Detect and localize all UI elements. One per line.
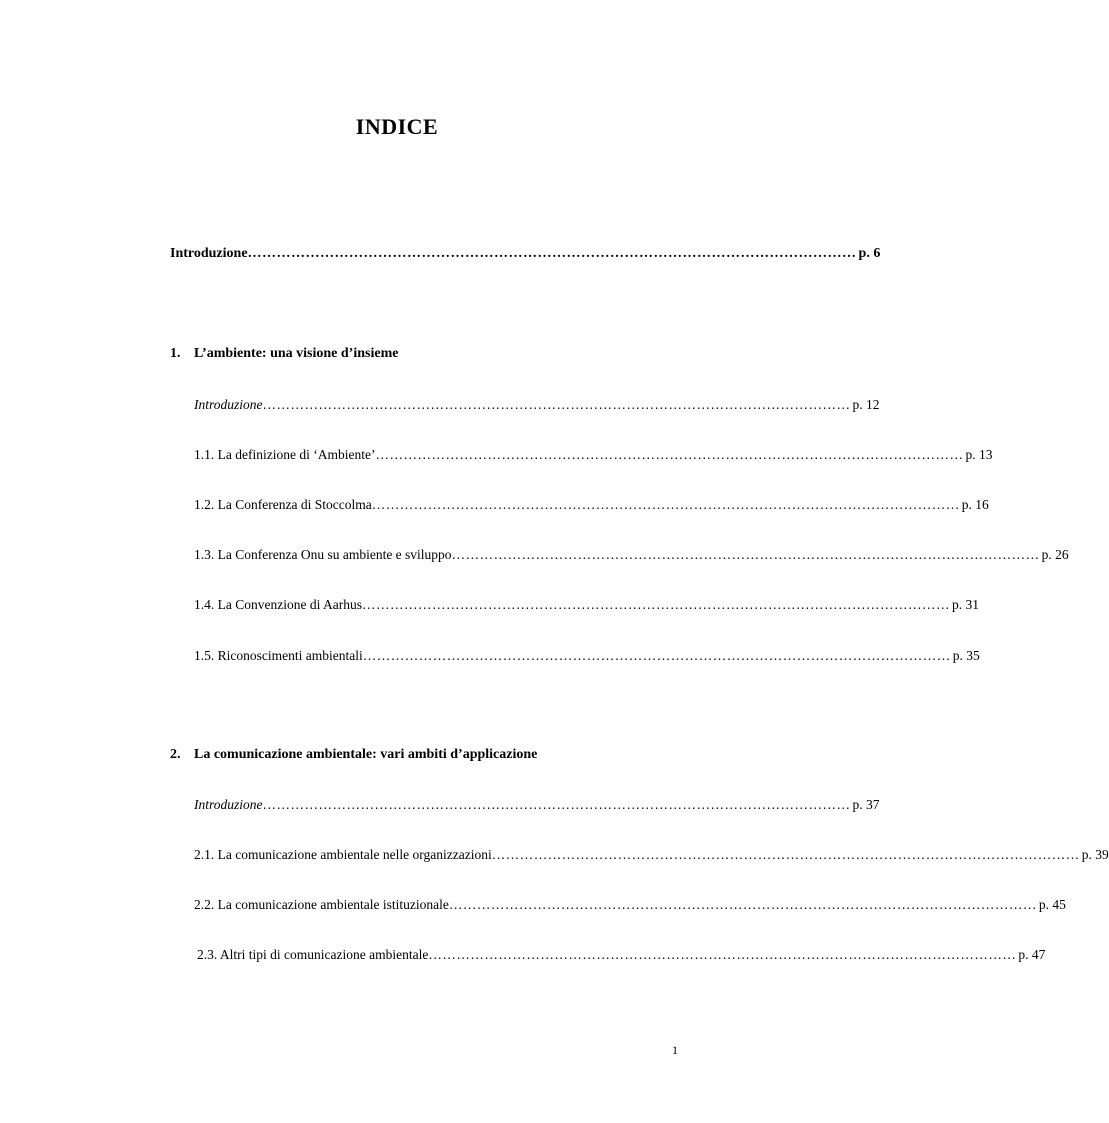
toc-entry-page: p. 13 — [965, 447, 993, 462]
toc-entry-page: p. 45 — [1038, 897, 1066, 912]
toc-entry-page: p. 6 — [858, 246, 881, 261]
toc-entry-page: p. 35 — [952, 648, 980, 663]
toc-entry-label: 2.2. La comunicazione ambientale istituzionale — [194, 897, 449, 912]
page-title: INDICE — [355, 114, 439, 139]
dot-leader: ……………………………………………………………………………………………………………… — [371, 497, 960, 512]
dot-leader: ……………………………………………………………………………………………………………… — [428, 947, 1017, 962]
toc-entry-page: p. 47 — [1018, 947, 1046, 962]
toc-entry-label: 2.3. Altri tipi di comunicazione ambientale — [197, 947, 429, 962]
toc-entry-label: 1.3. La Conferenza Onu su ambiente e sviluppo — [194, 547, 452, 562]
toc-entry — [194, 497, 989, 513]
page-number: 1 — [672, 1043, 678, 1057]
toc-entry-page: p. 26 — [1041, 547, 1069, 562]
toc-entry-label: Introduzione — [194, 397, 263, 412]
dot-leader: ……………………………………………………………………………………………………………… — [448, 897, 1037, 912]
toc-entry-label: 1.2. La Conferenza di Stoccolma — [194, 497, 372, 512]
toc-entry — [194, 447, 993, 463]
toc-entry-page: p. 31 — [951, 597, 979, 612]
dot-leader: ……………………………………………………………………………………………………………… — [262, 397, 851, 412]
toc-entry-label: Introduzione — [170, 246, 248, 261]
toc-entry — [197, 947, 1046, 963]
toc-entry-label: Introduzione — [194, 797, 263, 812]
chapter-title: L’ambiente: una visione d’insieme — [194, 346, 399, 361]
dot-leader: ……………………………………………………………………………………………………………… — [491, 847, 1080, 862]
dot-leader: ……………………………………………………………………………………………………………… — [375, 447, 964, 462]
toc-entry — [194, 547, 1069, 563]
toc-entry-page: p. 39 — [1081, 847, 1109, 862]
dot-leader: ……………………………………………………………………………………………………………… — [451, 547, 1040, 562]
toc-entry — [194, 847, 1109, 863]
toc-entry-label: 1.5. Riconoscimenti ambientali — [194, 648, 363, 663]
toc-entry — [194, 648, 980, 664]
toc-entry-label: 2.1. La comunicazione ambientale nelle organizzazioni — [194, 847, 492, 862]
toc-entry-page: p. 37 — [852, 797, 880, 812]
toc-entry-introduction — [170, 246, 881, 262]
dot-leader: ……………………………………………………………………………………………………………… — [262, 797, 851, 812]
toc-entry-page: p. 12 — [852, 397, 880, 412]
toc-entry-label: 1.4. La Convenzione di Aarhus — [194, 597, 362, 612]
dot-leader: ……………………………………………………………………………………………………………… — [362, 648, 951, 663]
chapter-number: 2. — [170, 747, 181, 762]
toc-entry-page: p. 16 — [961, 497, 989, 512]
toc-entry — [194, 797, 880, 813]
chapter-2-heading — [170, 747, 537, 763]
chapter-1-heading — [170, 346, 398, 362]
dot-leader: ……………………………………………………………………………………………………………… — [247, 246, 857, 261]
toc-entry — [194, 397, 880, 413]
toc-entry — [194, 897, 1066, 913]
chapter-number: 1. — [170, 346, 181, 361]
toc-entry — [194, 597, 979, 613]
chapter-title: La comunicazione ambientale: vari ambiti d’applicazione — [194, 747, 538, 762]
toc-entry-label: 1.1. La definizione di ‘Ambiente’ — [194, 447, 376, 462]
dot-leader: ……………………………………………………………………………………………………………… — [361, 597, 950, 612]
